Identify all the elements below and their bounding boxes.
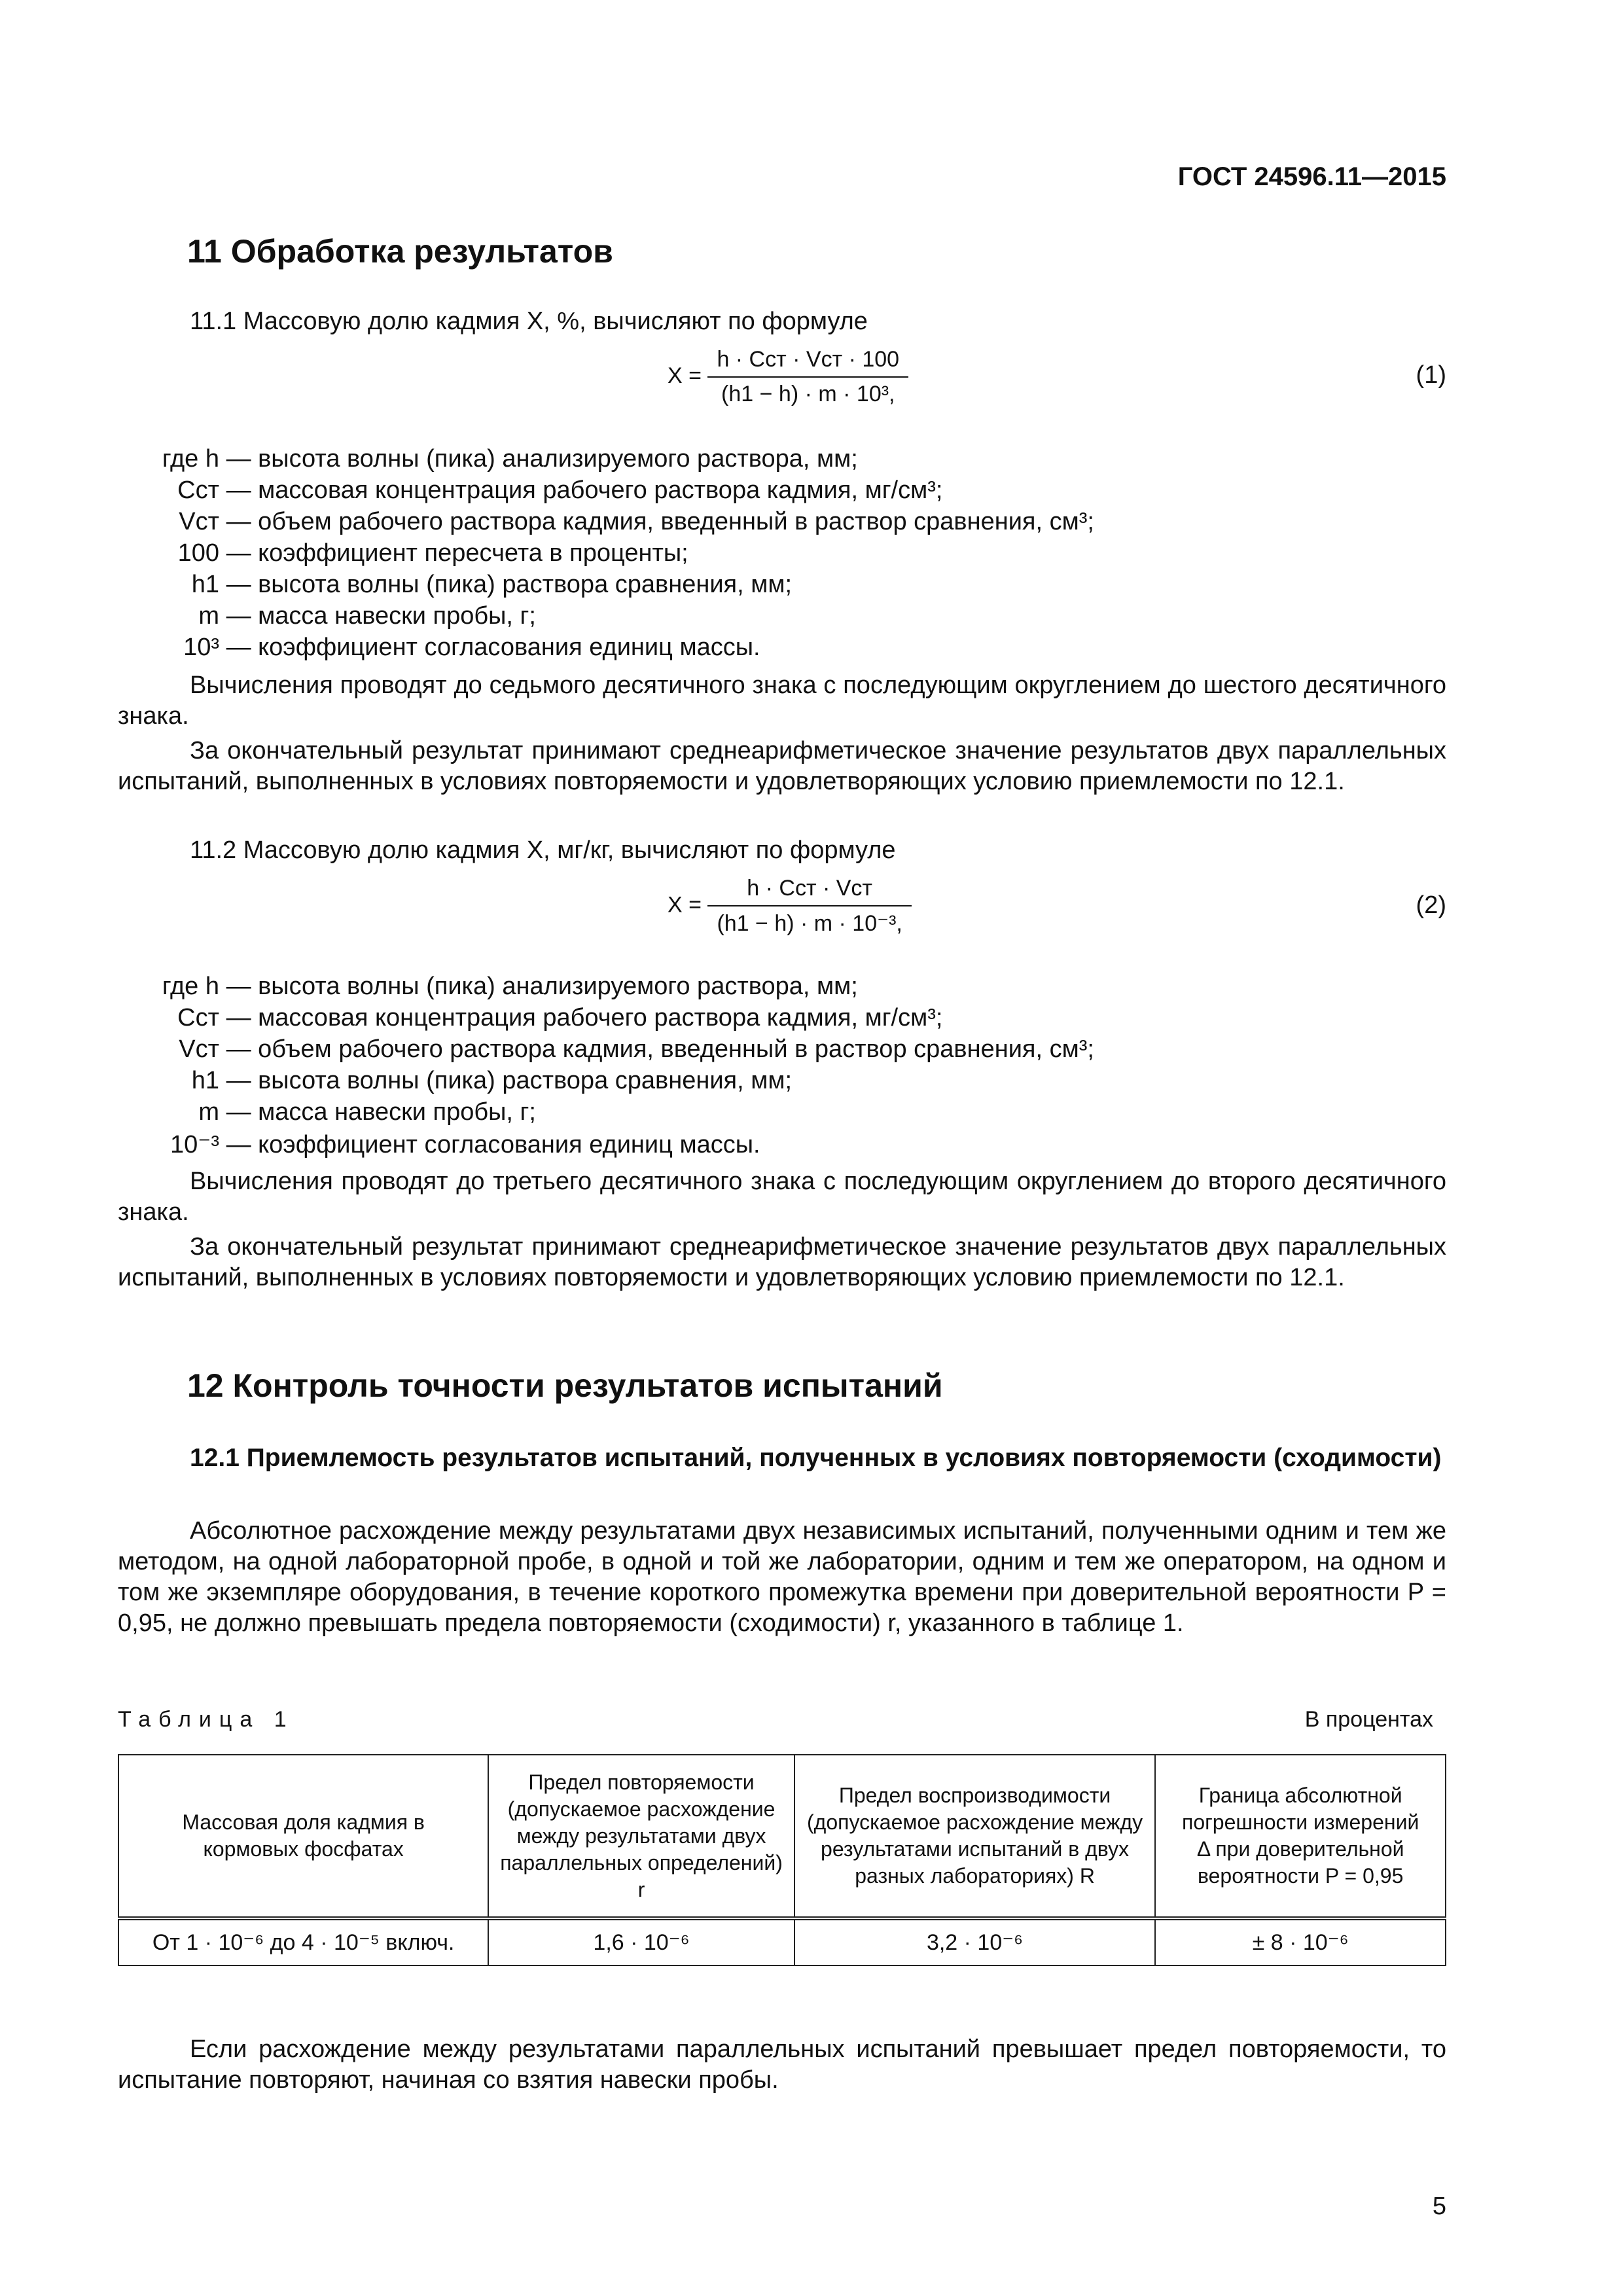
subsection-12-1-heading: 12.1 Приемлемость результатов испытаний, полученных в условиях повторяемости (сходимости) [190,1444,1442,1472]
where-text: — высота волны (пика) раствора сравнения, мм; [226,571,793,598]
where-symbol: 10³ [183,634,219,661]
where-symbol: m [198,602,219,630]
where-item [118,445,858,473]
formula-1-lhs: X = [668,363,702,388]
col-header-reproducibility: Предел воспроизводимости (допускаемое расхождение между результатами испытаний в двух разных лабораториях) R [794,1755,1156,1918]
formula-2-denominator: (h1 − h) · m · 10⁻³, [717,911,902,936]
where-item [118,602,536,630]
calc-precision-1: Вычисления проводят до седьмого десятичного знака с последующим округлением до шестого десятичного знака. [118,672,1446,730]
where-text: — высота волны (пика) анализируемого раствора, мм; [226,445,858,473]
where-item [118,539,688,567]
where-text: — высота волны (пика) анализируемого раствора, мм; [226,973,858,1000]
section-12-heading: 12 Контроль точности результатов испытаний [187,1367,943,1404]
where-symbol: где h [162,973,219,1000]
col-header-error-bound: Граница абсолютной погрешности измерений Δ при доверительной вероятности P = 0,95 [1155,1755,1446,1918]
cell-repeatability: 1,6 · 10⁻⁶ [488,1918,794,1965]
where-symbol: Cст [177,1004,219,1031]
where-text: — объем рабочего раствора кадмия, введенный в раствор сравнения, см³; [226,1035,1094,1063]
table-units: В процентах [1304,1707,1433,1732]
where-symbol: Vст [179,508,219,535]
where-text: — массовая концентрация рабочего раствора кадмия, мг/см³; [226,1004,943,1031]
where-text: — коэффициент согласования единиц массы. [226,1131,760,1158]
where-item [118,571,792,599]
cell-mass-fraction: От 1 · 10⁻⁶ до 4 · 10⁻⁵ включ. [118,1918,488,1965]
where-item [118,1067,792,1095]
where-text: — масса навески пробы, г; [226,602,536,630]
col-header-repeatability: Предел повторяемости (допускаемое расхождение между результатами двух параллельных определений) r [488,1755,794,1918]
formula-1-denominator: (h1 − h) · m · 10³, [721,382,895,406]
formula-1 [668,347,908,407]
where-text: — коэффициент согласования единиц массы. [226,634,760,661]
where-symbol: Cст [177,476,219,504]
where-symbol: h1 [191,1067,219,1094]
formula-1-number: (1) [1416,361,1446,389]
where-item [118,973,858,1001]
where-text: — высота волны (пика) раствора сравнения, мм; [226,1067,793,1094]
page-number: 5 [1432,2193,1446,2220]
formula-1-numerator: h · Cст · Vст · 100 [707,347,908,378]
repeat-test-note: Если расхождение между результатами параллельных испытаний превышает предел повторяемости, то испытание повторяют, начиная со взятия навески пробы. [118,2036,1446,2094]
where-text: — массовая концентрация рабочего раствора кадмия, мг/см³; [226,476,943,504]
section-11-heading: 11 Обработка результатов [187,233,613,270]
where-item [118,476,942,505]
where-symbol: 100 [177,539,219,567]
where-text: — коэффициент пересчета в проценты; [226,539,688,567]
results-table [118,1754,1446,1966]
where-text: — масса навески пробы, г; [226,1098,536,1126]
where-text: — объем рабочего раствора кадмия, введенный в раствор сравнения, см³; [226,508,1094,535]
where-item [118,634,760,662]
formula-2-number: (2) [1416,891,1446,919]
where-item [118,1130,760,1159]
document-code: ГОСТ 24596.11—2015 [1177,162,1446,191]
where-item [118,508,1094,536]
repeatability-paragraph: Абсолютное расхождение между результатами двух независимых испытаний, полученными одним и тем же методом, на одной лабораторной пробе, в одной и той же лаборатории, одним и тем же оператором, на одном и том же экземпляре оборудования, в течение короткого промежутка времени при доверительной вероятности P = 0,95, не должно превышать предела повторяемости (сходимости) r, указанного в таблице 1. [118,1517,1446,1637]
where-symbol: 10⁻³ [170,1131,219,1158]
where-item [118,1004,942,1032]
paragraph-11-1: 11.1 Массовую долю кадмия X, %, вычисляют по формуле [190,308,868,335]
col-header-mass-fraction: Массовая доля кадмия в кормовых фосфатах [118,1755,488,1918]
final-result-2: За окончательный результат принимают среднеарифметическое значение результатов двух параллельных испытаний, выполненных в условиях повторяемости и удовлетворяющих условию приемлемости по 12.1. [118,1233,1446,1291]
where-symbol: h1 [191,571,219,598]
table-header-row [118,1755,1446,1918]
where-symbol: где h [162,445,219,473]
paragraph-11-2: 11.2 Массовую долю кадмия X, мг/кг, вычисляют по формуле [190,836,896,864]
cell-error-bound: ± 8 · 10⁻⁶ [1155,1918,1446,1965]
where-symbol: Vст [179,1035,219,1063]
where-item [118,1035,1094,1064]
table-caption: Таблица 1 [118,1707,294,1732]
final-result-1: За окончательный результат принимают среднеарифметическое значение результатов двух параллельных испытаний, выполненных в условиях повторяемости и удовлетворяющих условию приемлемости по 12.1. [118,737,1446,795]
where-symbol: m [198,1098,219,1126]
formula-2-numerator: h · Cст · Vст [707,876,911,906]
formula-2-lhs: X = [668,892,702,918]
table-row [118,1918,1446,1965]
formula-2 [668,876,912,937]
calc-precision-2: Вычисления проводят до третьего десятичного знака с последующим округлением до второго десятичного знака. [118,1168,1446,1226]
where-item [118,1098,536,1126]
cell-reproducibility: 3,2 · 10⁻⁶ [794,1918,1156,1965]
